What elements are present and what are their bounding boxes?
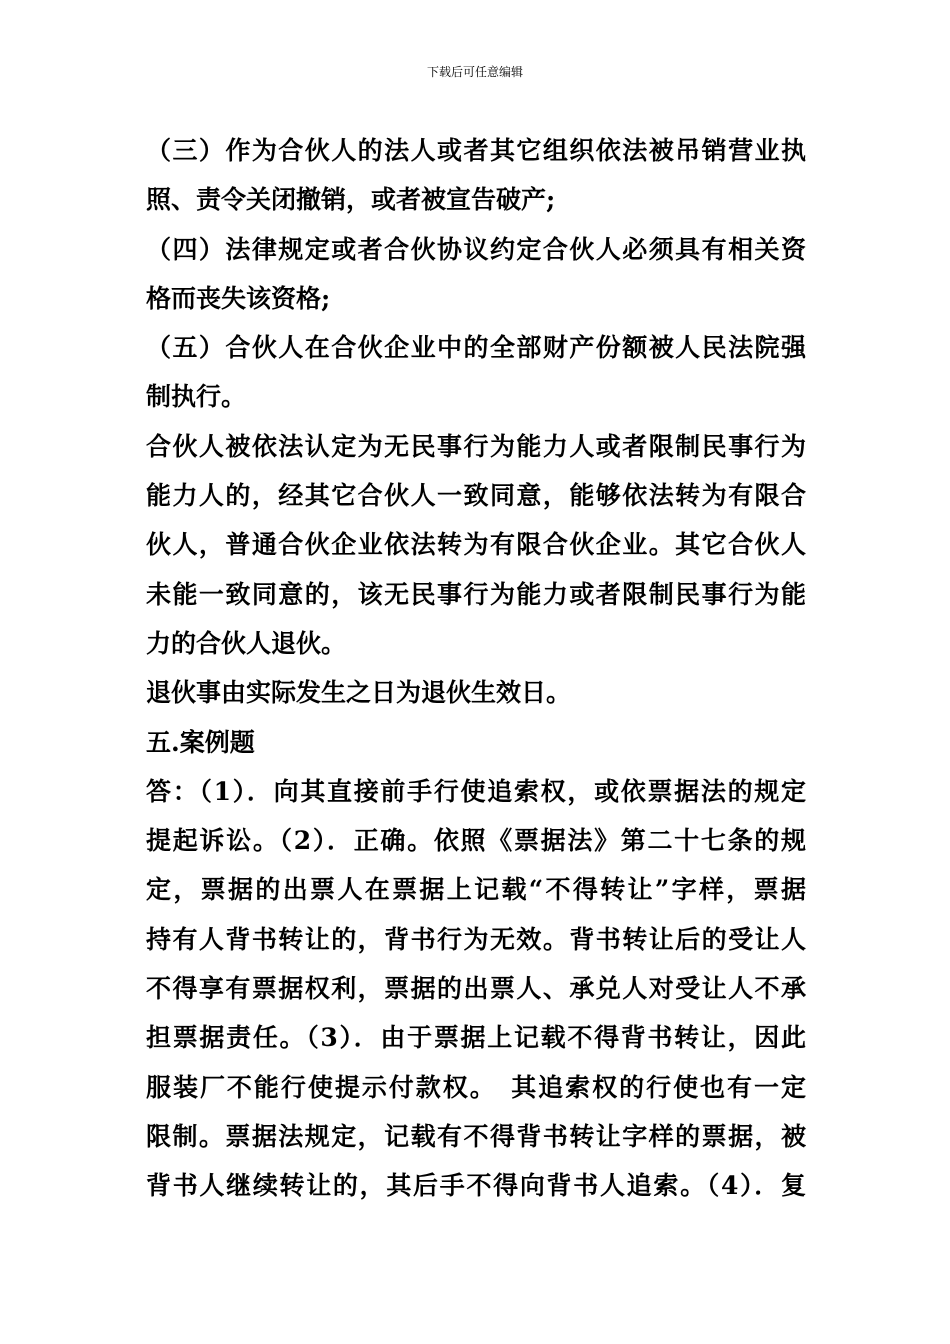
text-line: 合伙人被依法认定为无民事行为能力人或者限制民事行为 <box>146 431 806 461</box>
text-line: 照、责令关闭撤销，或者被宣告破产; <box>146 185 556 215</box>
text-line: 服装厂不能行使提示付款权。 其追索权的行使也有一定 <box>146 1072 806 1102</box>
text-line: 不得享有票据权利，票据的出票人、承兑人对受让人不承 <box>146 974 806 1004</box>
text-line: 退伙事由实际发生之日为退伙生效日。 <box>146 678 572 708</box>
text-line: 担票据责任。（3）．由于票据上记载不得背书转让，因此 <box>146 1023 806 1053</box>
text-line: 制执行。 <box>146 382 247 412</box>
section-heading: 五.案例题 <box>146 727 255 757</box>
page-header: 下载后可任意编辑 <box>426 65 523 79</box>
document-body <box>146 126 806 1211</box>
text-line: 格而丧失该资格; <box>146 283 331 313</box>
text-line: 能力人的，经其它合伙人一致同意，能够依法转为有限合 <box>146 481 806 511</box>
text-line: 未能一致同意的，该无民事行为能力或者限制民事行为能 <box>146 579 806 609</box>
text-line: 答：（1）．向其直接前手行使追索权，或依票据法的规定 <box>146 776 806 806</box>
text-line: 限制。票据法规定，记载有不得背书转让字样的票据，被 <box>146 1121 806 1151</box>
text-line: 定，票据的出票人在票据上记载“不得转让”字样，票据 <box>146 875 806 905</box>
text-line: 背书人继续转让的，其后手不得向背书人追索。（4）．复 <box>146 1171 806 1201</box>
text-line: （五）合伙人在合伙企业中的全部财产份额被人民法院强 <box>146 333 806 363</box>
text-line: 伙人，普通合伙企业依法转为有限合伙企业。其它合伙人 <box>146 530 806 560</box>
text-line: 持有人背书转让的，背书行为无效。背书转让后的受让人 <box>146 924 806 954</box>
text-line: 提起诉讼。（2）．正确。依照《票据法》第二十七条的规 <box>146 826 806 856</box>
text-line: （三）作为合伙人的法人或者其它组织依法被吊销营业执 <box>146 136 806 165</box>
text-line: 力的合伙人退伙。 <box>146 628 347 658</box>
text-line: （四）法律规定或者合伙协议约定合伙人必须具有相关资 <box>146 234 806 264</box>
